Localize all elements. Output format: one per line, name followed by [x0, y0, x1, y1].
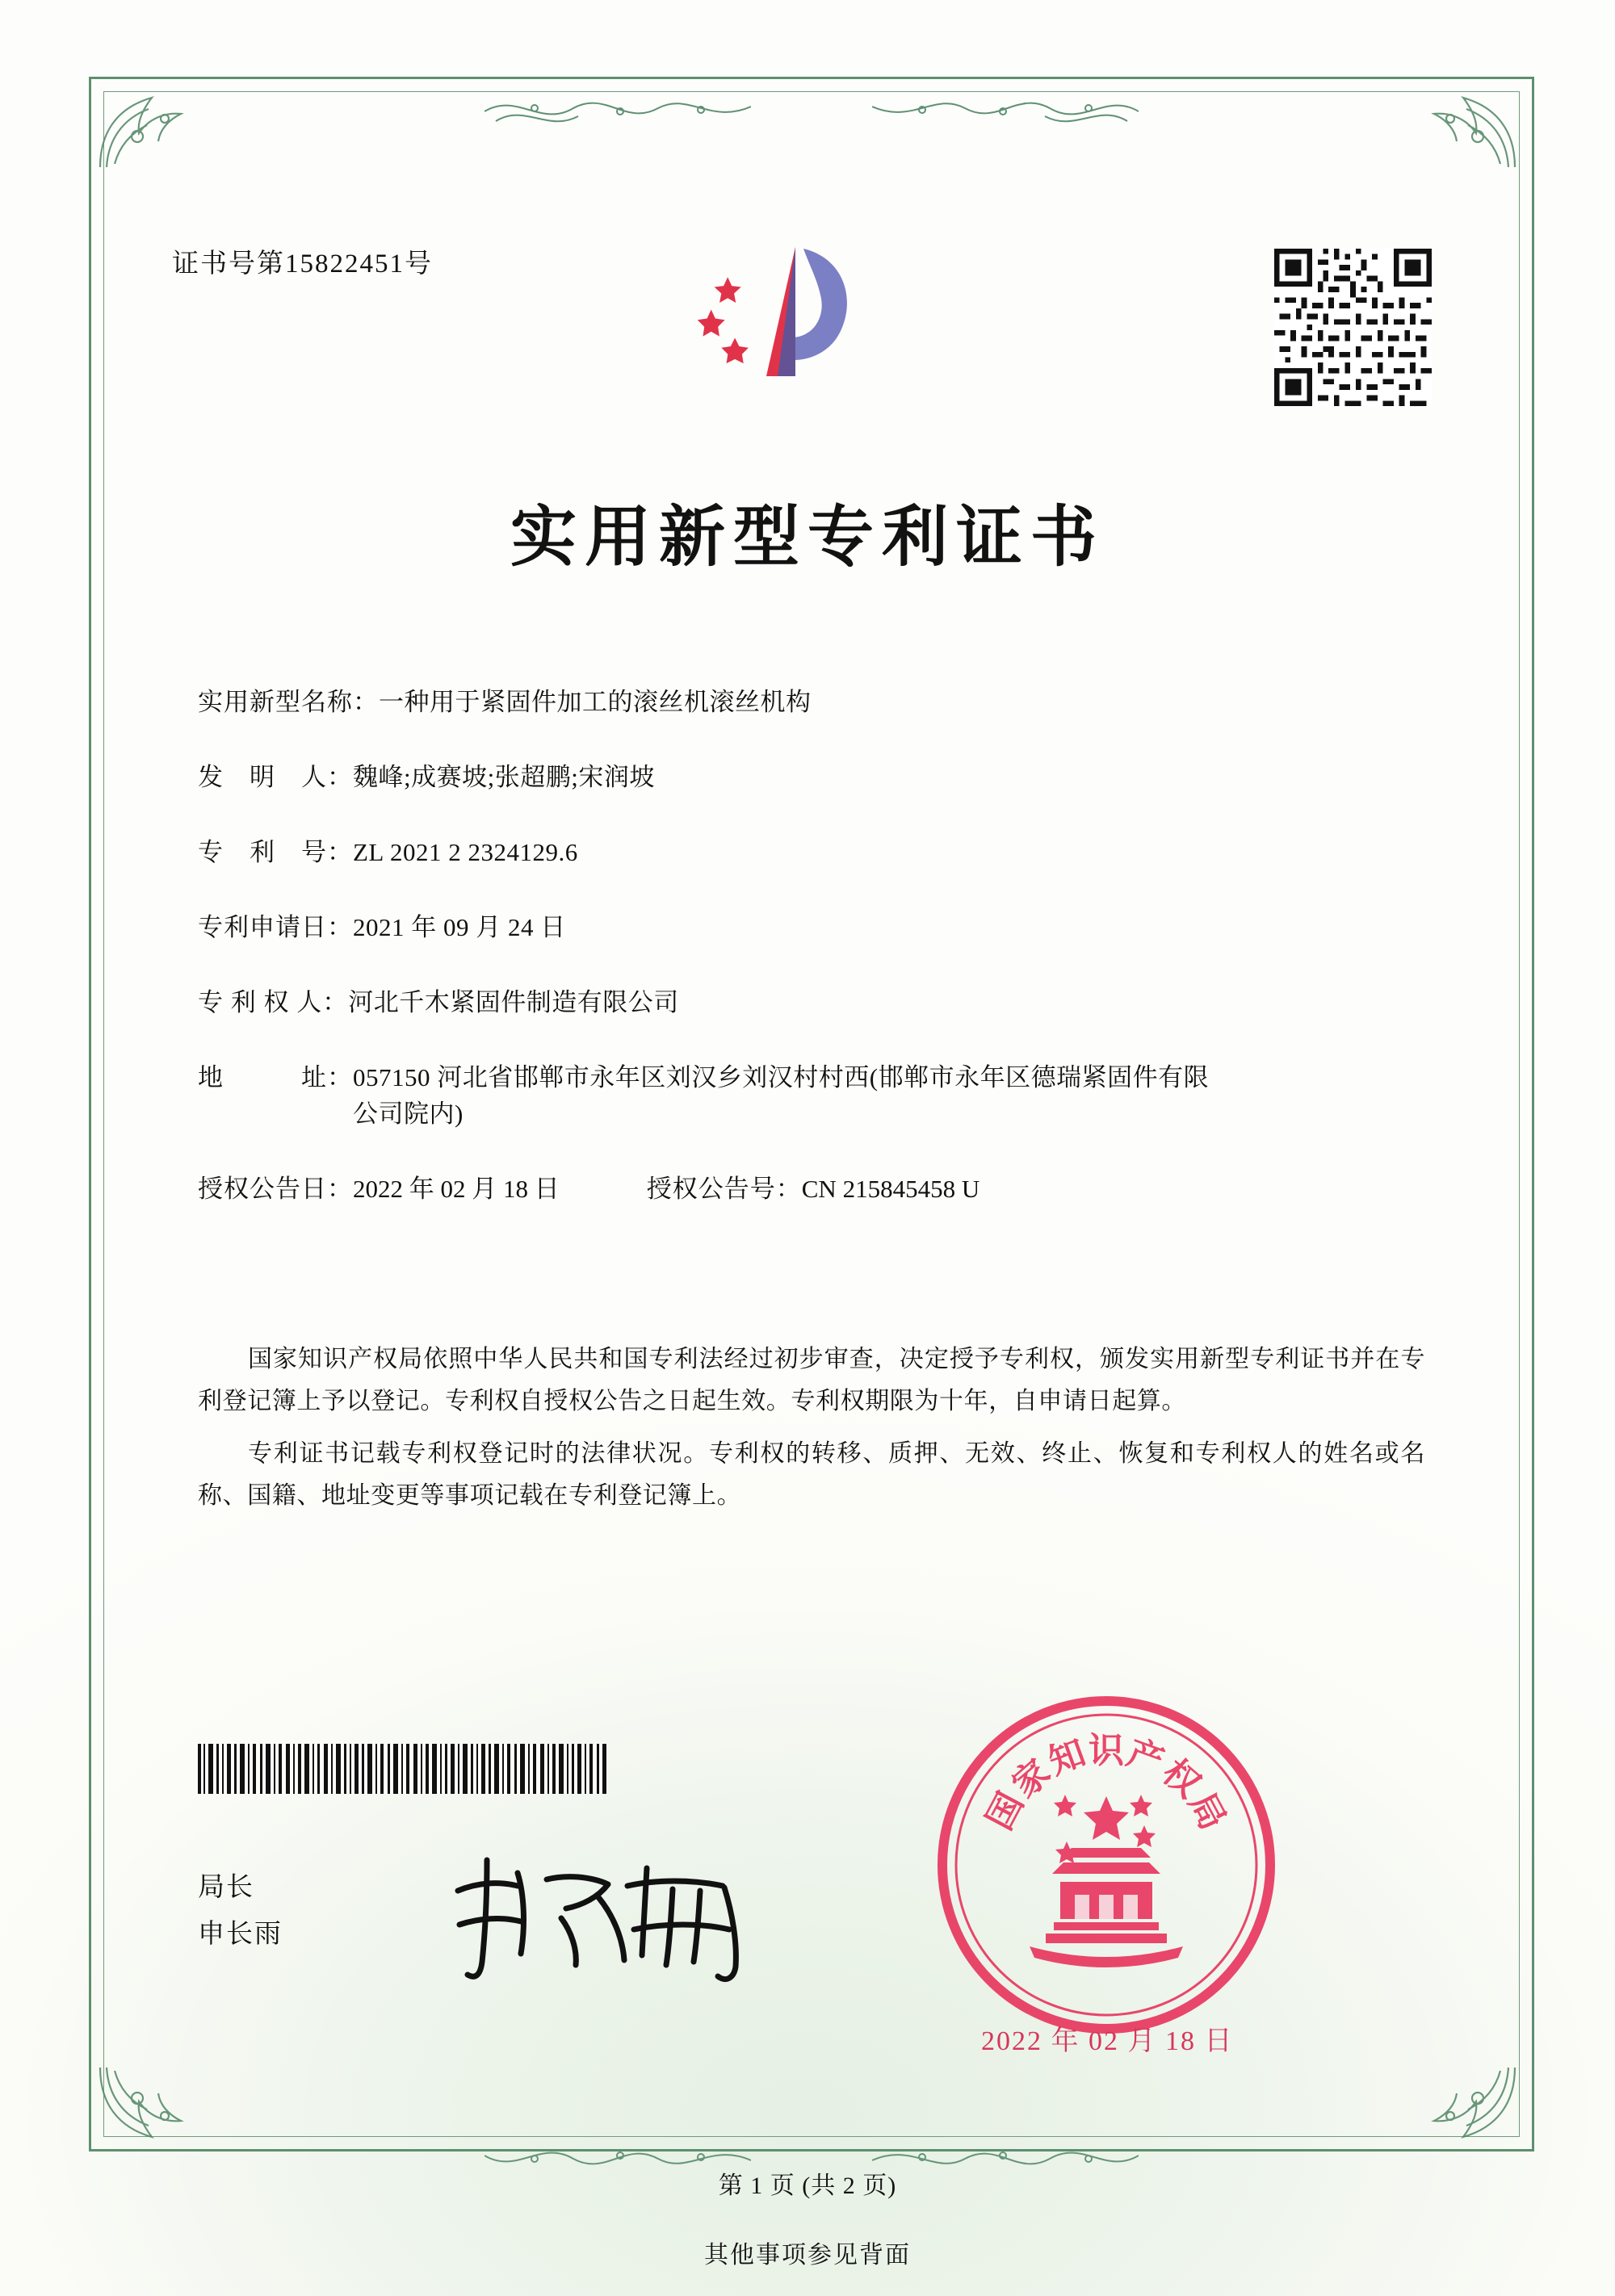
field-row-inventors	[198, 760, 1433, 796]
field-label: 专利申请日：	[198, 912, 353, 941]
field-row-utility-model-name	[198, 685, 1433, 721]
field-value: ZL 2021 2 2324129.6	[353, 837, 578, 866]
svg-text:权: 权	[1154, 1751, 1209, 1806]
field-row-patent-number	[198, 835, 1433, 871]
qr-code-icon	[1274, 249, 1432, 406]
svg-text:国: 国	[979, 1786, 1032, 1837]
page-indicator: 第 1 页 (共 2 页)	[718, 2172, 897, 2199]
seal-date: 2022 年 02 月 18 日	[981, 2026, 1234, 2056]
field-row-address	[198, 1060, 1433, 1133]
field-value: 2021 年 09 月 24 日	[353, 912, 566, 941]
grant-number-label: 授权公告号：	[646, 1174, 802, 1203]
page-title: 实用新型专利证书	[510, 498, 1105, 576]
director-name: 申长雨	[198, 1919, 283, 1949]
handwritten-signature-icon	[440, 1841, 787, 1986]
top-flourish-icon	[484, 84, 751, 136]
field-label: 实用新型名称：	[198, 688, 379, 716]
field-value: 河北千木紧固件制造有限公司	[348, 987, 679, 1016]
field-label: 专 利 权 人：	[198, 987, 349, 1016]
field-row-patentee	[198, 985, 1433, 1021]
paragraph-registry-statement: 专利证书记载专利权登记时的法律状况。专利权的转移、质押、无效、终止、恢复和专利权人的姓名或名称、国籍、地址变更等事项记载在专利登记簿上。	[198, 1440, 1425, 1509]
official-red-seal-icon	[933, 1691, 1280, 2038]
signature-block	[198, 1865, 283, 1959]
grant-number-value: CN 215845458 U	[801, 1174, 980, 1203]
grant-number-group	[647, 1171, 979, 1208]
field-label: 地 址：	[198, 1062, 353, 1091]
grant-date-label: 授权公告日：	[198, 1174, 353, 1203]
field-row-application-date	[198, 910, 1433, 946]
certificate-number: 证书号第15822451号	[172, 249, 433, 279]
svg-text:知: 知	[1043, 1732, 1091, 1783]
grant-date-value: 2022 年 02 月 18 日	[353, 1174, 560, 1203]
svg-text:产: 产	[1122, 1732, 1169, 1783]
legal-text-block	[198, 1339, 1425, 1527]
field-label: 发 明 人：	[198, 762, 353, 791]
field-label: 专 利 号：	[198, 837, 353, 866]
cnipa-logo-icon	[682, 234, 892, 408]
field-value: 一种用于紧固件加工的滚丝机滚丝机构	[379, 688, 812, 716]
director-title: 局长	[198, 1873, 254, 1902]
certificate-fields	[198, 685, 1433, 1245]
svg-text:家: 家	[1004, 1751, 1059, 1806]
field-value: 057150 河北省邯郸市永年区刘汉乡刘汉村村西(邯郸市永年区德瑞紧固件有限公司院内)	[353, 1062, 1210, 1128]
svg-text:局: 局	[1181, 1786, 1234, 1837]
top-flourish-icon	[872, 84, 1139, 136]
field-value: 魏峰;成赛坡;张超鹏;宋润坡	[353, 762, 655, 791]
svg-text:识: 识	[1089, 1730, 1124, 1771]
field-row-grant	[198, 1171, 1433, 1208]
paragraph-grant-statement: 国家知识产权局依照中华人民共和国专利法经过初步审查，决定授予专利权，颁发实用新型专利证书并在专利登记簿上予以登记。专利权自授权公告之日起生效。专利权期限为十年，自申请日起算。	[198, 1346, 1425, 1414]
back-side-note: 其他事项参见背面	[704, 2242, 911, 2269]
barcode-icon	[196, 1744, 608, 1794]
